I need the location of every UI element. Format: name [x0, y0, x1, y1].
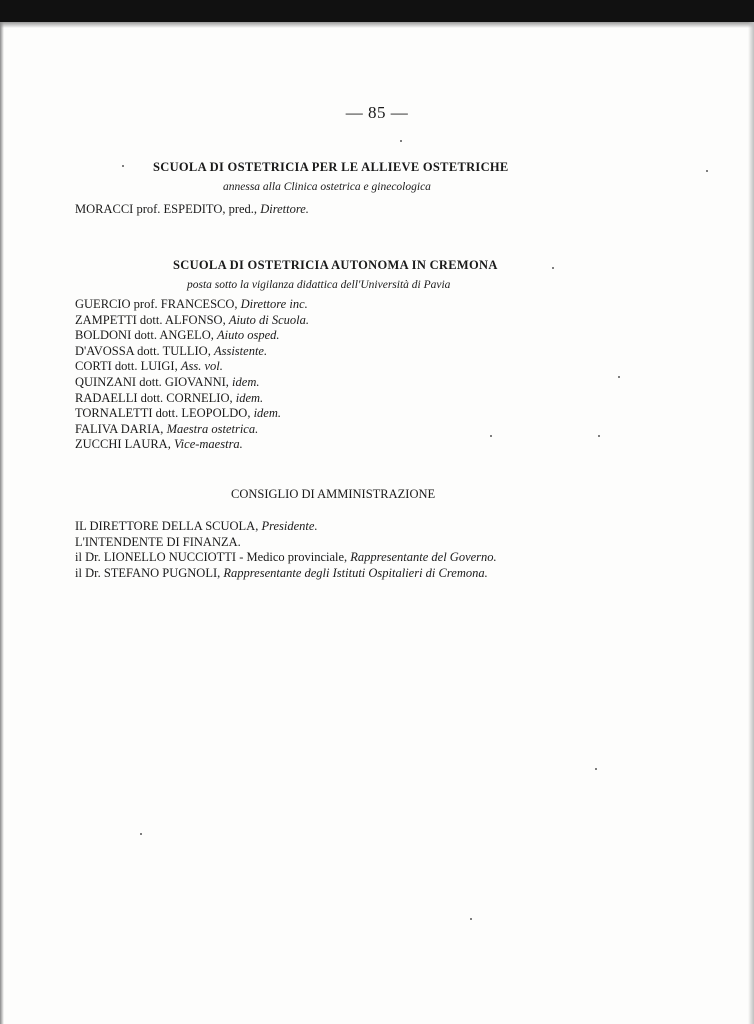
board-member-name: il Dr. LIONELLO NUCCIOTTI - Medico provinciale, [75, 550, 348, 565]
staff-name: ZAMPETTI dott. ALFONSO, [75, 312, 226, 327]
staff-name: MORACCI prof. ESPEDITO, pred., [75, 202, 258, 216]
board-member-role: Presidente. [261, 519, 318, 533]
staff-entry [75, 375, 309, 391]
staff-name: BOLDONI dott. ANGELO, [75, 328, 214, 343]
staff-name: TORNALETTI dott. LEOPOLDO, [75, 406, 251, 421]
scan-speck [140, 833, 142, 835]
scan-speck [618, 376, 620, 378]
staff-name: RADAELLI dott. CORNELIO, [75, 390, 233, 405]
staff-list [75, 202, 309, 218]
staff-name: QUINZANI dott. GIOVANNI, [75, 374, 229, 389]
scan-speck [122, 165, 124, 167]
staff-name: FALIVA DARIA, [75, 421, 164, 436]
staff-name: CORTI dott. LUIGI, [75, 359, 178, 374]
staff-entry [75, 328, 309, 344]
scan-speck [490, 435, 492, 437]
section-subheading: annessa alla Clinica ostetrica e ginecologica [223, 181, 431, 193]
staff-role: idem. [253, 406, 282, 421]
board-member-role: Rappresentante degli Istituti Ospitalieri di Cremona. [223, 565, 488, 580]
board-entry [75, 550, 497, 566]
staff-list [75, 297, 309, 453]
scan-speck [706, 170, 708, 172]
section-subheading: posta sotto la vigilanza didattica dell'Università di Pavia [187, 279, 451, 291]
staff-entry [75, 297, 309, 313]
section-heading: SCUOLA DI OSTETRICIA AUTONOMA IN CREMONA [173, 258, 498, 272]
staff-name: D'AVOSSA dott. TULLIO, [75, 343, 211, 358]
staff-role: Direttore inc. [240, 297, 308, 311]
staff-role: Direttore. [260, 202, 309, 216]
scan-speck [552, 267, 554, 269]
scan-speck [598, 435, 600, 437]
staff-role: idem. [235, 390, 264, 405]
scan-top-shadow [0, 22, 754, 28]
staff-entry [75, 406, 309, 422]
board-entry [75, 535, 497, 551]
staff-role: Ass. vol. [180, 359, 223, 374]
section-heading: CONSIGLIO DI AMMINISTRAZIONE [231, 487, 436, 501]
staff-role: Vice-maestra. [173, 437, 243, 452]
staff-entry [75, 359, 309, 375]
board-member-name: IL DIRETTORE DELLA SCUOLA, [75, 519, 259, 533]
board-member-name: L'INTENDENTE DI FINANZA. [75, 534, 241, 549]
staff-name: ZUCCHI LAURA, [75, 437, 171, 452]
scan-speck [400, 140, 402, 142]
scan-top-border [0, 0, 754, 22]
scan-speck [595, 768, 597, 770]
scan-speck [470, 918, 472, 920]
board-member-name: il Dr. STEFANO PUGNOLI, [75, 565, 221, 580]
staff-role: Assistente. [213, 343, 268, 358]
staff-role: Aiuto di Scuola. [228, 312, 310, 327]
scan-right-edge [748, 22, 754, 1024]
staff-role: Aiuto osped. [217, 328, 280, 343]
staff-role: Maestra ostetrica. [166, 421, 259, 436]
staff-entry [75, 313, 309, 329]
staff-role: idem. [232, 374, 260, 389]
scan-left-edge [0, 22, 4, 1024]
staff-name: GUERCIO prof. FRANCESCO, [75, 297, 238, 311]
staff-entry [75, 202, 309, 218]
staff-entry [75, 391, 309, 407]
board-entry [75, 566, 497, 582]
page-number: — 85 — [345, 103, 409, 122]
board-list [75, 519, 497, 581]
board-member-role: Rappresentante del Governo. [350, 550, 497, 565]
staff-entry [75, 437, 309, 453]
staff-entry [75, 422, 309, 438]
board-entry [75, 519, 497, 535]
section-heading: SCUOLA DI OSTETRICIA PER LE ALLIEVE OSTETRICHE [153, 160, 509, 174]
staff-entry [75, 344, 309, 360]
